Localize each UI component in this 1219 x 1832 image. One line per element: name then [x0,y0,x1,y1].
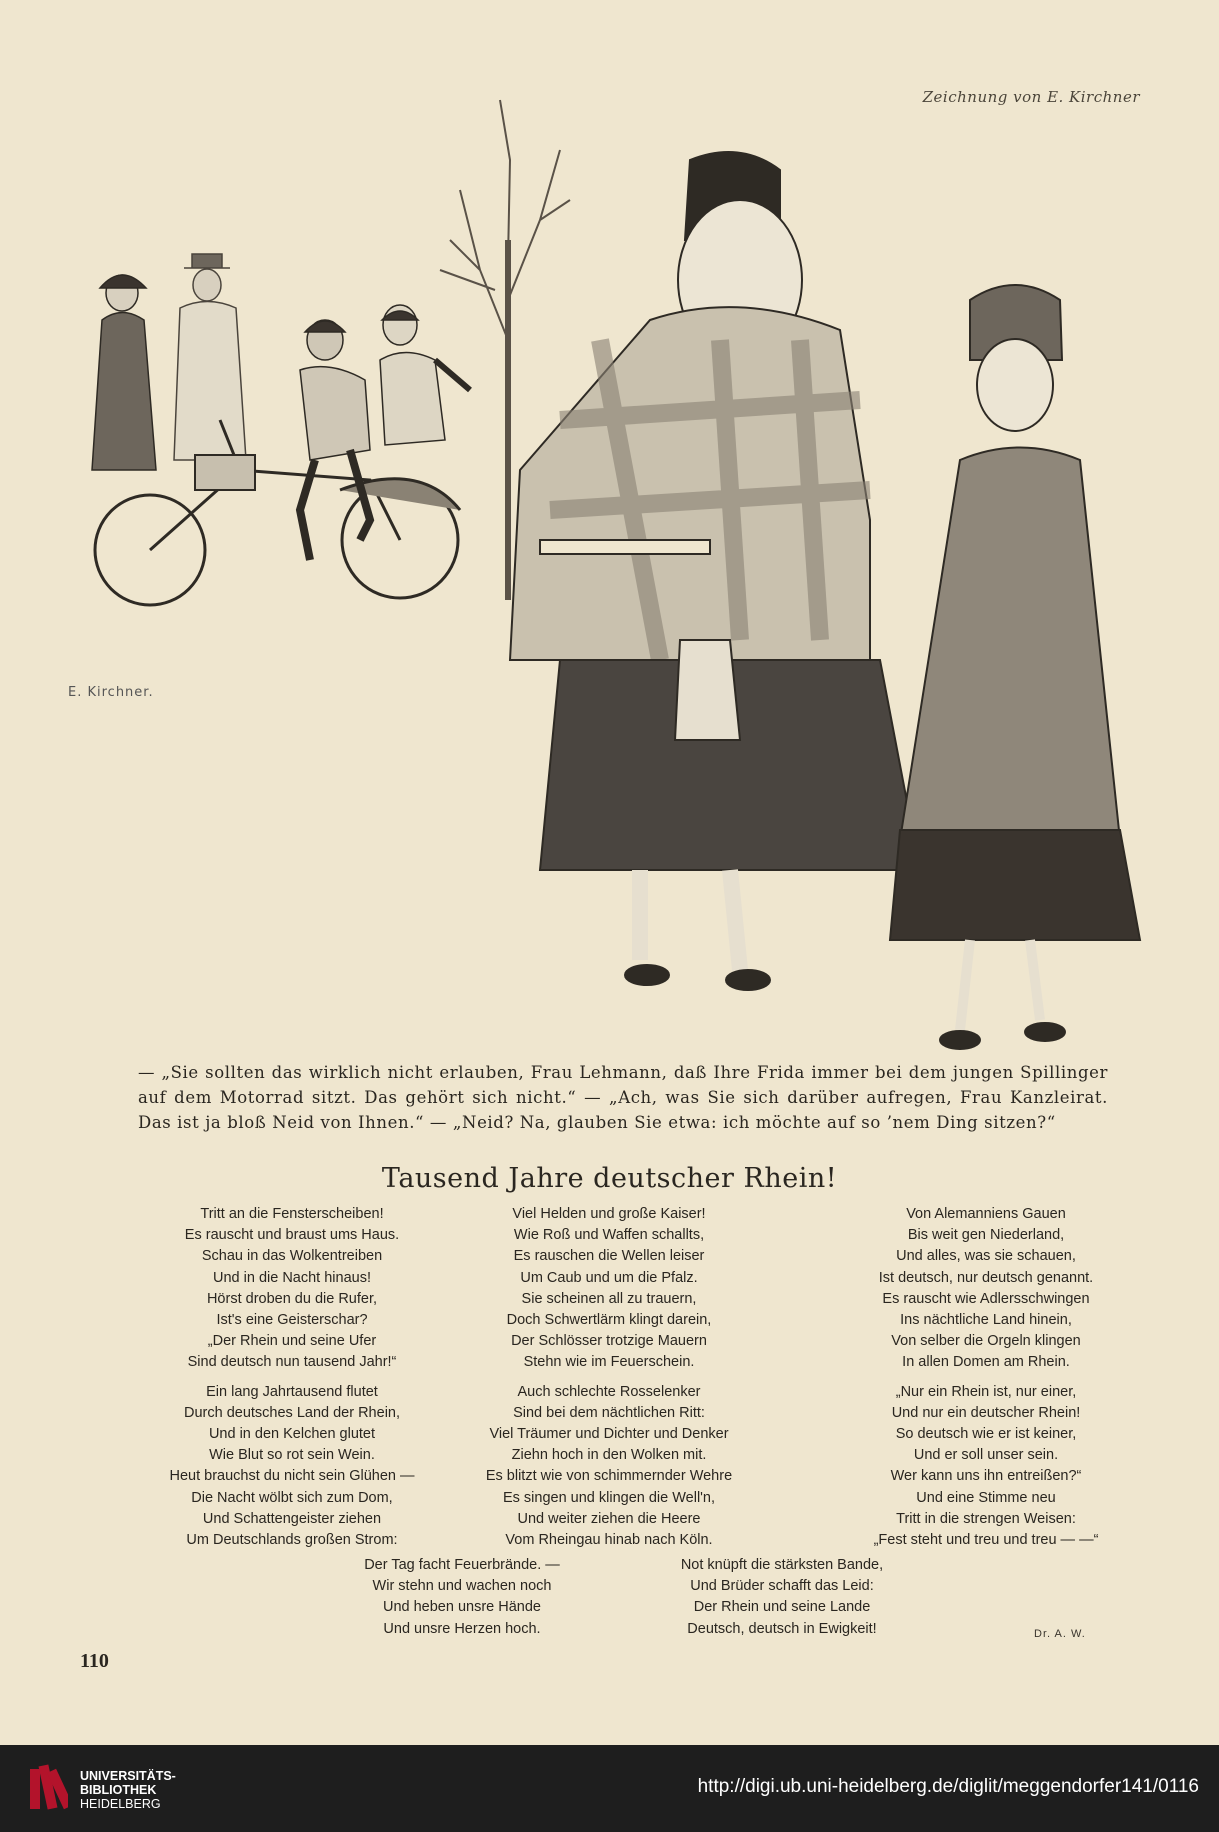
background-woman [92,275,156,470]
poem-line: Schau in das Wolkentreiben [201,1248,383,1265]
poem-stanza [132,1204,452,1374]
library-name-line-3: HEIDELBERG [80,1797,161,1811]
poem-line: Und in die Nacht hinaus! [213,1269,371,1286]
poem-line: Not knüpft die stärksten Bande, [680,1557,884,1573]
library-name [80,1769,176,1811]
digitization-footer [0,1745,1219,1832]
poem-line: Hörst droben du die Rufer, [206,1290,378,1307]
poem-line: Der Rhein und seine Lande [693,1599,871,1616]
poem-line: Wir stehn und wachen noch [372,1578,552,1595]
poem-stanza [826,1204,1146,1374]
poem-line: Wer kann uns ihn entreißen?“ [890,1468,1082,1485]
artist-signature: E. Kirchner. [68,685,154,700]
poem-line: Ist's eine Geisterschar? [216,1312,368,1329]
poem-column-4 [302,1555,622,1648]
poem-line: Ein lang Jahrtausend flutet [206,1383,378,1400]
poem-column-1 [132,1204,452,1559]
poem-line: So deutsch wie er ist keiner, [895,1426,1077,1443]
poem-line: Doch Schwertlärm klingt darein, [506,1312,712,1329]
poem-line: Tritt an die Fensterscheiben! [200,1206,384,1222]
poem-column-5 [622,1555,942,1648]
poem-line: Bis weit gen Niederland, [907,1227,1065,1244]
cartoon-caption: — „Sie sollten das wirklich nicht erlauben, Frau Lehmann, daß Ihre Frida immer bei dem jungen Spillinger auf dem Motorrad sitzt. Das gehört sich nicht.“ — „Ach, was Sie sich darüber aufregen, Frau Kanzleirat. Das ist ja bloß Neid von Ihnen.“ — „Neid? Na, glauben Sie etwa: ich möchte auf so ’nem Ding sitzen?“ [138,1063,1108,1132]
poem-line: Von Alemanniens Gauen [906,1206,1066,1222]
poem-stanza [449,1204,769,1374]
poem-line: Sind deutsch nun tausend Jahr!“ [187,1354,397,1371]
poem-line: Es rauscht wie Adlersschwingen [882,1290,1090,1307]
poem-line: Der Schlösser trotzige Mauern [511,1333,707,1350]
poem-line: Deutsch, deutsch in Ewigkeit! [687,1620,877,1637]
slim-woman-in-coat [890,285,1140,1049]
large-woman-in-fur-coat [510,152,920,990]
poem-line: Vom Rheingau hinab nach Köln. [505,1532,713,1549]
poem-line: Ziehn hoch in den Wolken mit. [511,1447,707,1464]
poem-line: Ins nächtliche Land hinein, [900,1312,1072,1329]
poem-line: Um Deutschlands großen Strom: [186,1532,398,1549]
poem-line: Und nur ein deutscher Rhein! [891,1404,1081,1421]
poem-line: Und er soll unser sein. [913,1447,1059,1464]
poem-line: Wie Roß und Waffen schallts, [513,1227,705,1244]
poem-line: Und weiter ziehen die Heere [517,1510,701,1527]
poem-stanza [449,1382,769,1552]
poem-line: Und eine Stimme neu [916,1489,1056,1506]
poem-line: Und Schattengeister ziehen [202,1510,382,1527]
poem-line: „Nur ein Rhein ist, nur einer, [895,1383,1077,1400]
poem-line: Und unsre Herzen hoch. [383,1620,541,1637]
poem-stanza [622,1555,942,1640]
poem-title: Tausend Jahre deutscher Rhein! [381,1163,838,1194]
poem-line: Es blitzt wie von schimmernder Wehre [485,1468,733,1485]
poem-line: In allen Domen am Rhein. [902,1354,1070,1371]
poem-line: Um Caub und um die Pfalz. [520,1269,698,1286]
permalink-url[interactable]: http://digi.ub.uni-heidelberg.de/diglit/meggendorfer141/0116 [697,1776,1199,1797]
rider-woman [380,305,470,445]
poem-line: Es rauscht und braust ums Haus. [184,1227,400,1244]
poem-column-2 [449,1204,769,1559]
poem-author: Dr. A. W. [1034,1628,1086,1640]
poem-line: Die Nacht wölbt sich zum Dom, [191,1489,393,1506]
poem-stanza [302,1555,622,1640]
poem-line: Auch schlechte Rosselenker [517,1383,701,1400]
poem-line: „Der Rhein und seine Ufer [207,1333,377,1350]
poem-line: Es rauschen die Wellen leiser [513,1248,705,1265]
poem-line: Und heben unsre Hände [382,1599,541,1616]
poem-line: Sie scheinen all zu trauern, [521,1290,697,1307]
poem-line: Der Tag facht Feuerbrände. — [364,1557,560,1573]
poem-line: Wie Blut so rot sein Wein. [209,1447,375,1464]
poem-line: Und in den Kelchen glutet [208,1426,376,1443]
poem-line: Stehn wie im Feuerschein. [523,1354,695,1371]
background-man [174,254,246,460]
poem-line: Und alles, was sie schauen, [896,1248,1076,1265]
poem-line: Es singen und klingen die Well'n, [502,1489,716,1506]
library-name-line-2: BIBLIOTHEK [80,1783,157,1797]
poem-line: Tritt in die strengen Weisen: [896,1510,1076,1527]
poem-line: Durch deutsches Land der Rhein, [183,1404,401,1421]
page-number: 110 [80,1650,109,1672]
cartoon-illustration [40,40,1180,1060]
poem-line: Ist deutsch, nur deutsch genannt. [878,1269,1094,1286]
poem-line: Sind bei dem nächtlichen Ritt: [513,1404,705,1421]
rider-man [300,320,370,560]
library-name-line-1: UNIVERSITÄTS- [80,1769,176,1783]
poem-line: Und Brüder schafft das Leid: [690,1578,874,1595]
poem-line: „Fest steht und treu und treu — —“ [873,1532,1099,1549]
poem-line: Viel Helden und große Kaiser! [512,1206,706,1222]
illustration-credit: Zeichnung von E. Kirchner [922,88,1140,106]
poem-line: Von selber die Orgeln klingen [891,1333,1081,1350]
poem-stanza [826,1382,1146,1552]
poem-line: Viel Träumer und Dichter und Denker [489,1426,729,1443]
poem-column-3 [826,1204,1146,1559]
library-logo-icon [28,1763,68,1815]
poem-stanza [132,1382,452,1552]
poem-line: Heut brauchst du nicht sein Glühen — [169,1468,415,1485]
